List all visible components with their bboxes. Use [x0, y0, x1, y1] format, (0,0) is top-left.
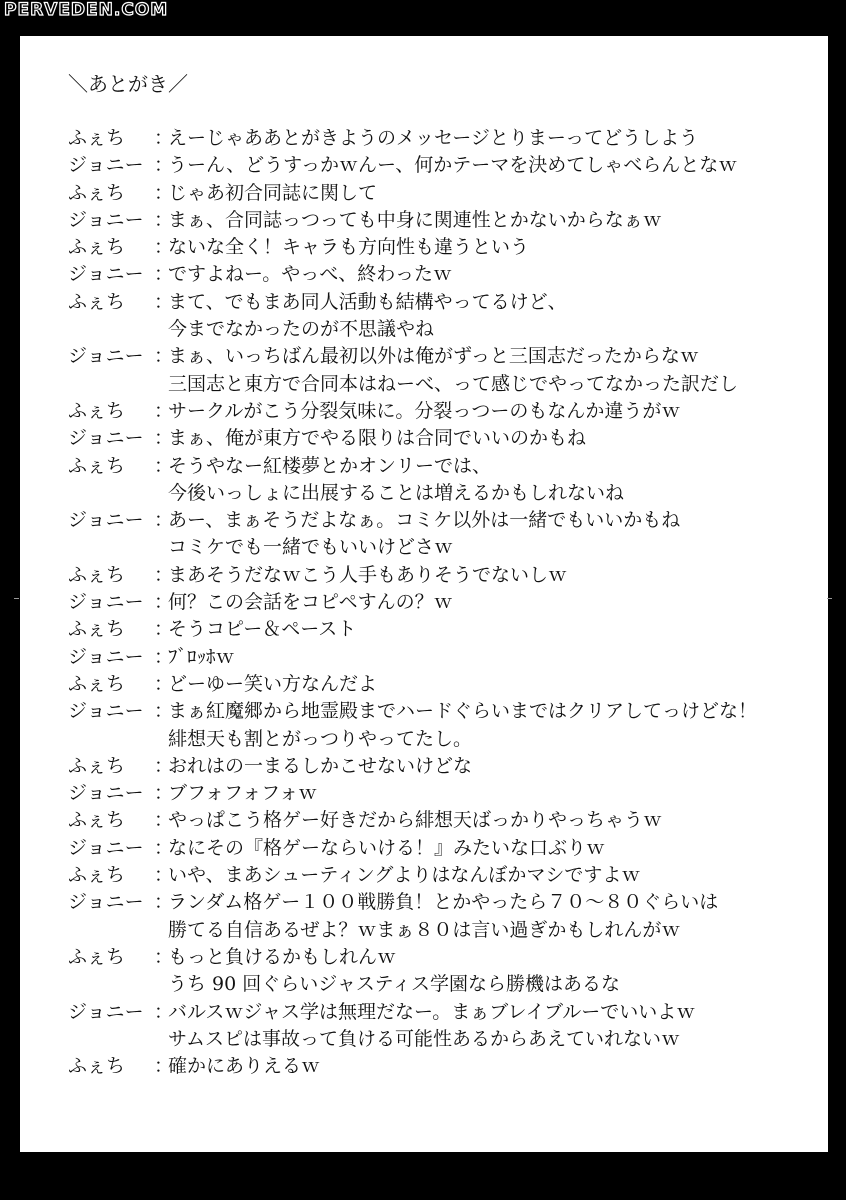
dialogue-text: サークルがこう分裂気味に。分裂っつーのもなんか違うがｗ: [168, 399, 681, 422]
speaker-name: ふぇち: [68, 399, 126, 422]
dialogue-line: [68, 971, 818, 998]
speaker-colon: ：: [154, 754, 174, 777]
speaker-colon: ：: [154, 945, 174, 968]
dialogue-line: [68, 753, 818, 780]
speaker-name: ジョニー: [68, 345, 144, 368]
dialogue-text: まぁ、いっちばん最初以外は俺がずっと三国志だったからなｗ: [168, 345, 699, 368]
speaker-name: ふぇち: [68, 618, 126, 641]
dialogue-line: [68, 889, 818, 916]
page-edge-mark-right: [827, 598, 832, 599]
dialogue-line: [68, 289, 818, 316]
dialogue-text: ないな全く！キャラも方向性も違うという: [168, 236, 530, 259]
speaker-colon: ：: [154, 864, 174, 887]
dialogue-text: 今までなかったのが不思議やね: [168, 318, 435, 341]
speaker-name: ふぇち: [68, 754, 126, 777]
speaker-colon: ：: [154, 509, 174, 532]
dialogue-line: [68, 125, 818, 152]
speaker-colon: ：: [154, 1000, 174, 1023]
dialogue-line: [68, 152, 818, 179]
dialogue-text: やっぱこう格ゲー好きだから緋想天ばっかりやっちゃうｗ: [168, 809, 663, 832]
speaker-name: ふぇち: [68, 945, 126, 968]
dialogue-line: [68, 507, 818, 534]
dialogue-line: [68, 616, 818, 643]
dialogue-line: [68, 999, 818, 1026]
dialogue-line: [68, 862, 818, 889]
dialogue-line: [68, 780, 818, 807]
speaker-name: ふぇち: [68, 672, 126, 695]
speaker-name: ふぇち: [68, 809, 126, 832]
speaker-name: ジョニー: [68, 1000, 144, 1023]
dialogue-text: ランダム格ゲー１００戦勝負！とかやったら７０～８０ぐらいは: [168, 891, 719, 914]
dialogue-line: [68, 207, 818, 234]
speaker-name: ジョニー: [68, 891, 144, 914]
speaker-colon: ：: [154, 127, 174, 149]
dialogue-text: おれはの一まるしかこせないけどな: [168, 754, 473, 777]
speaker-name: ふぇち: [68, 181, 126, 204]
dialogue-line: [68, 644, 818, 671]
dialogue-text: 三国志と東方で合同本はねーべ、って感じでやってなかった訳だし: [168, 372, 739, 395]
afterword-heading: ＼あとがき／: [68, 72, 188, 96]
speaker-name: ジョニー: [68, 836, 144, 859]
dialogue-line: [68, 917, 818, 944]
dialogue-text: そうやなー紅楼夢とかオンリーでは、: [168, 454, 492, 477]
dialogue-text: じゃあ初合同誌に関して: [168, 181, 378, 204]
speaker-name: ふぇち: [68, 1055, 126, 1078]
dialogue-line: [68, 425, 818, 452]
dialogue-line: [68, 398, 818, 425]
speaker-colon: ：: [154, 208, 174, 231]
speaker-colon: ：: [154, 399, 174, 422]
dialogue-text: どーゆー笑い方なんだよ: [168, 672, 378, 695]
speaker-colon: ：: [154, 836, 174, 859]
dialogue: [68, 125, 818, 1080]
dialogue-text: コミケでも一緒でもいいけどさｗ: [168, 536, 454, 559]
dialogue-text: うーん、どうすっかｗんー、何かテーマを決めてしゃべらんとなｗ: [168, 154, 738, 177]
dialogue-text: 何？この会話をコピペすんの？ｗ: [168, 591, 453, 614]
dialogue-text: まて、でもまあ同人活動も結構やってるけど、: [168, 290, 567, 313]
speaker-name: ふぇち: [68, 563, 126, 586]
dialogue-text: ﾌﾞﾛｯﾎｗ: [168, 645, 235, 668]
dialogue-line: [68, 671, 818, 698]
dialogue-line: [68, 261, 818, 288]
dialogue-line: [68, 562, 818, 589]
dialogue-text: ですよねー。やっべ、終わったｗ: [168, 263, 453, 286]
speaker-name: ジョニー: [68, 509, 144, 532]
speaker-colon: ：: [154, 290, 174, 313]
dialogue-text: そうコピー＆ペースト: [168, 618, 357, 641]
speaker-colon: ：: [154, 563, 174, 586]
dialogue-line: [68, 807, 818, 834]
dialogue-text: まあそうだなｗこう人手もありそうでないしｗ: [168, 563, 568, 586]
dialogue-text: 緋想天も割とがっつりやってたし。: [168, 727, 473, 750]
speaker-colon: ：: [154, 645, 174, 668]
speaker-colon: ：: [154, 181, 174, 204]
speaker-colon: ：: [154, 263, 174, 286]
dialogue-line: [68, 944, 818, 971]
speaker-colon: ：: [154, 236, 174, 259]
dialogue-line: [68, 343, 818, 370]
speaker-colon: ：: [154, 700, 174, 723]
dialogue-text: 確かにありえるｗ: [168, 1055, 321, 1078]
speaker-name: ふぇち: [68, 236, 126, 259]
dialogue-text: サムスピは事故って負ける可能性あるからあえていれないｗ: [168, 1027, 681, 1050]
dialogue-line: [68, 453, 818, 480]
dialogue-text: あー、まぁそうだよなぁ。コミケ以外は一緒でもいいかもね: [168, 509, 681, 532]
speaker-colon: ：: [154, 591, 174, 614]
speaker-colon: ：: [154, 454, 174, 477]
speaker-colon: ：: [154, 427, 174, 450]
speaker-colon: ：: [154, 1055, 174, 1078]
dialogue-text: なにその『格ゲーならいける！』みたいな口ぶりｗ: [168, 836, 606, 859]
speaker-name: ジョニー: [68, 645, 144, 668]
dialogue-line: [68, 698, 818, 725]
speaker-name: ジョニー: [68, 591, 144, 614]
dialogue-line: [68, 835, 818, 862]
dialogue-line: [68, 316, 818, 343]
speaker-name: ジョニー: [68, 700, 144, 723]
dialogue-text: 勝てる自信あるぜよ？ｗまぁ８０は言い過ぎかもしれんがｗ: [168, 918, 681, 941]
dialogue-line: [68, 1053, 818, 1080]
page: [20, 36, 828, 1152]
watermark: PERVEDEN.COM: [4, 0, 169, 20]
speaker-name: ふぇち: [68, 127, 126, 149]
speaker-colon: ：: [154, 809, 174, 832]
dialogue-text: まぁ、俺が東方でやる限りは合同でいいのかもね: [168, 427, 587, 450]
speaker-colon: ：: [154, 154, 174, 177]
dialogue-text: まぁ紅魔郷から地霊殿までハードぐらいまではクリアしてっけどな！: [168, 700, 758, 723]
speaker-name: ジョニー: [68, 208, 144, 231]
speaker-colon: ：: [154, 672, 174, 695]
dialogue-text: えーじゃああとがきようのメッセージとりまーってどうしよう: [168, 127, 699, 149]
dialogue-line: [68, 534, 818, 561]
speaker-colon: ：: [154, 891, 174, 914]
dialogue-line: [68, 726, 818, 753]
dialogue-text: うち 90 回ぐらいジャスティス学園なら勝機はあるな: [168, 973, 620, 996]
speaker-name: ジョニー: [68, 263, 144, 286]
speaker-name: ふぇち: [68, 454, 126, 477]
speaker-colon: ：: [154, 345, 174, 368]
dialogue-line: [68, 234, 818, 261]
dialogue-text: もっと負けるかもしれんｗ: [168, 945, 397, 968]
speaker-colon: ：: [154, 782, 174, 805]
dialogue-text: まぁ、合同誌っつっても中身に関連性とかないからなぁｗ: [168, 208, 662, 231]
dialogue-text: ブフォフォフォｗ: [168, 782, 318, 805]
speaker-colon: ：: [154, 618, 174, 641]
dialogue-line: [68, 480, 818, 507]
page-edge-mark-left: [14, 598, 19, 599]
dialogue-text: 今後いっしょに出展することは増えるかもしれないね: [168, 481, 625, 504]
speaker-name: ジョニー: [68, 782, 144, 805]
dialogue-text: バルスｗジャス学は無理だなー。まぁブレイブルーでいいよｗ: [168, 1000, 696, 1023]
speaker-name: ジョニー: [68, 154, 144, 177]
speaker-name: ふぇち: [68, 290, 126, 313]
dialogue-line: [68, 1026, 818, 1053]
speaker-name: ふぇち: [68, 864, 126, 887]
speaker-name: ジョニー: [68, 427, 144, 450]
dialogue-line: [68, 371, 818, 398]
dialogue-line: [68, 180, 818, 207]
dialogue-line: [68, 589, 818, 616]
dialogue-text: いや、まあシューティングよりはなんぼかマシですよｗ: [168, 864, 641, 887]
